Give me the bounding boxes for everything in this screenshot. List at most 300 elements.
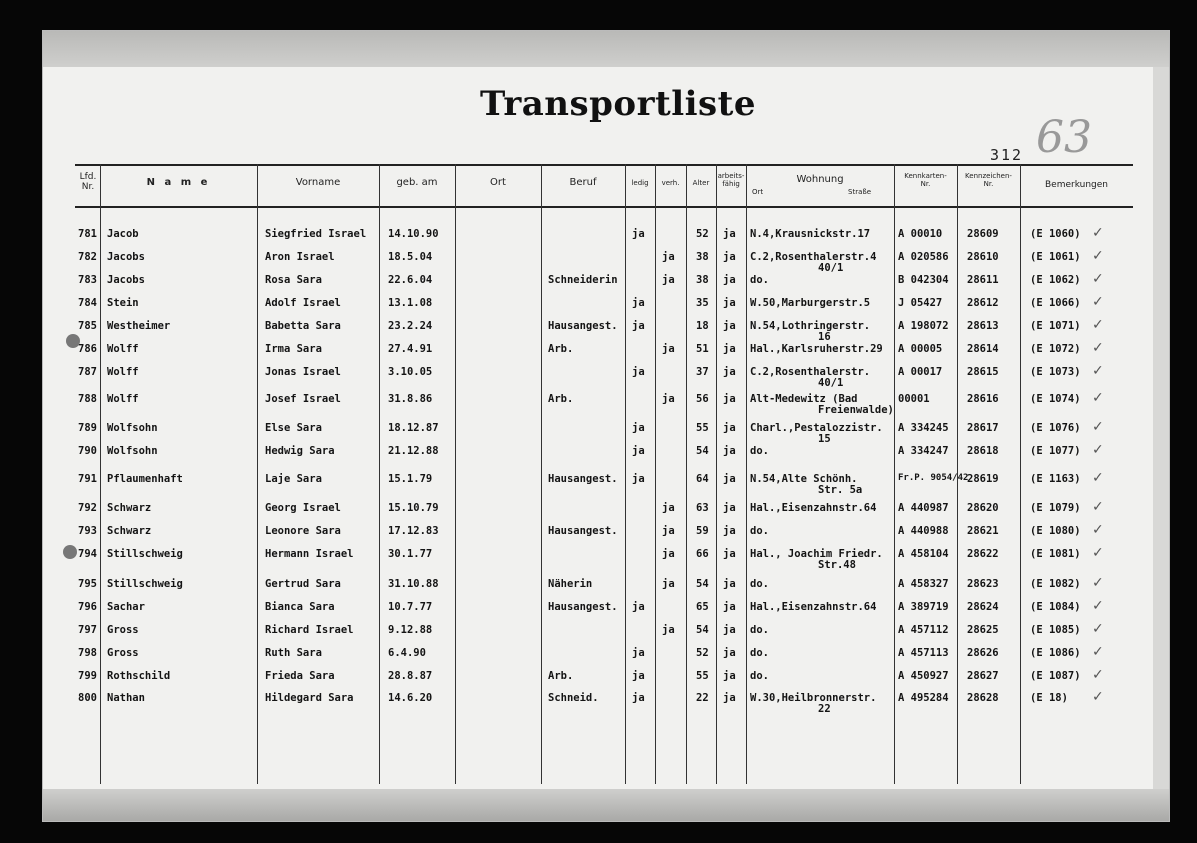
cell-vorname: Adolf Israel [265,297,341,309]
cell-wohnung: C.2,Rosenthalerstr. [750,366,871,378]
cell-name: Pflaumenhaft [107,473,183,485]
cell-bem: (E 1081) [1030,548,1081,560]
cell-vorname: Irma Sara [265,343,322,355]
header-arbeitsfaehig [716,172,746,188]
cell-geb: 21.12.88 [388,445,439,457]
cell-name: Schwarz [107,502,152,514]
cell-verh: ja [662,251,675,263]
cell-bem: (E 1163) [1030,473,1081,485]
cell-wohnung: N.54,Alte Schönh. [750,473,858,485]
cell-arb: ja [723,692,736,704]
cell-nr: 793 [78,525,97,537]
cell-verh: ja [662,578,675,590]
cell-arb: ja [723,647,736,659]
header-ort: Ort [490,177,506,188]
cell-kennzeichen: 28610 [967,251,999,263]
checkmark-icon: ✓ [1092,390,1104,406]
cell-beruf: Hausangest. [548,320,618,332]
cell-wohnung-line2: 40/1 [818,262,844,274]
cell-arb: ja [723,366,736,378]
cell-vorname: Aron Israel [265,251,335,263]
header-lfd-nr [76,172,100,193]
cell-nr: 787 [78,366,97,378]
cell-alter: 18 [696,320,709,332]
cell-wohnung: Hal.,Karlsruherstr.29 [750,343,883,355]
header-ledig: ledig [631,179,649,187]
cell-kennzeichen: 28617 [967,422,999,434]
cell-alter: 52 [696,647,709,659]
cell-bem: (E 1087) [1030,670,1081,682]
cell-alter: 63 [696,502,709,514]
cell-kennzeichen: 28626 [967,647,999,659]
col-divider [100,164,101,784]
header-geb-am: geb. am [396,177,438,188]
checkmark-icon: ✓ [1092,598,1104,614]
cell-ledig: ja [632,601,645,613]
cell-beruf: Näherin [548,578,593,590]
cell-ledig: ja [632,670,645,682]
cell-geb: 6.4.90 [388,647,426,659]
cell-kennkarte: J 05427 [898,297,943,309]
cell-ledig: ja [632,320,645,332]
cell-kennzeichen: 28623 [967,578,999,590]
cell-wohnung: do. [750,647,769,659]
col-divider [655,164,656,784]
cell-bem: (E 18) [1030,692,1068,704]
cell-beruf: Schneid. [548,692,599,704]
cell-nr: 792 [78,502,97,514]
header-arbeits-label: arbeits- [717,172,745,180]
cell-wohnung: do. [750,670,769,682]
cell-verh: ja [662,525,675,537]
cell-kennkarte: A 00017 [898,366,943,378]
header-kennzeichen-label: Kennzeichen- [965,172,1012,180]
cell-name: Westheimer [107,320,171,332]
cell-name: Jacobs [107,274,145,286]
col-divider [625,164,626,784]
cell-name: Wolfsohn [107,422,158,434]
cell-beruf: Hausangest. [548,473,618,485]
cell-alter: 38 [696,274,709,286]
header-kennkarten [894,172,957,188]
cell-kennzeichen: 28620 [967,502,999,514]
cell-name: Rothschild [107,670,171,682]
cell-vorname: Bianca Sara [265,601,335,613]
paper-top-edge [43,31,1169,67]
cell-kennzeichen: 28619 [967,473,999,485]
cell-kennkarte: A 457113 [898,647,949,659]
cell-ledig: ja [632,647,645,659]
cell-arb: ja [723,297,736,309]
cell-vorname: Hermann Israel [265,548,354,560]
cell-name: Wolff [107,393,139,405]
col-divider [455,164,456,784]
cell-geb: 10.7.77 [388,601,433,613]
checkmark-icon: ✓ [1092,225,1104,241]
cell-alter: 54 [696,578,709,590]
cell-alter: 22 [696,692,709,704]
checkmark-icon: ✓ [1092,522,1104,538]
cell-wohnung-line2: 16 [818,331,831,343]
header-kennzeichen-nr-label: Nr. [983,180,994,189]
checkmark-icon: ✓ [1092,442,1104,458]
col-divider [746,164,747,784]
cell-arb: ja [723,525,736,537]
cell-ledig: ja [632,692,645,704]
cell-alter: 64 [696,473,709,485]
cell-kennkarte: A 334247 [898,445,949,457]
checkmark-icon: ✓ [1092,317,1104,333]
cell-arb: ja [723,578,736,590]
table-top-rule [75,164,1133,166]
cell-kennzeichen: 28614 [967,343,999,355]
cell-wohnung: do. [750,274,769,286]
cell-beruf: Arb. [548,343,574,355]
cell-name: Schwarz [107,525,152,537]
header-faehig-label: fähig [722,180,740,189]
cell-vorname: Georg Israel [265,502,341,514]
cell-arb: ja [723,502,736,514]
cell-beruf: Arb. [548,393,574,405]
paper-bottom-edge [43,789,1169,821]
header-beruf: Beruf [569,177,597,188]
cell-geb: 9.12.88 [388,624,433,636]
cell-nr: 796 [78,601,97,613]
cell-arb: ja [723,445,736,457]
cell-kennkarte: A 440987 [898,502,949,514]
cell-beruf: Hausangest. [548,525,618,537]
cell-vorname: Hedwig Sara [265,445,335,457]
cell-alter: 54 [696,445,709,457]
cell-arb: ja [723,393,736,405]
cell-kennkarte: A 389719 [898,601,949,613]
cell-name: Jacobs [107,251,145,263]
cell-ledig: ja [632,366,645,378]
cell-kennzeichen: 28615 [967,366,999,378]
cell-bem: (E 1072) [1030,343,1081,355]
cell-vorname: Hildegard Sara [265,692,354,704]
cell-nr: 784 [78,297,97,309]
cell-kennzeichen: 28625 [967,624,999,636]
cell-ledig: ja [632,445,645,457]
cell-arb: ja [723,274,736,286]
cell-bem: (E 1061) [1030,251,1081,263]
cell-kennkarte: B 042304 [898,274,949,286]
cell-kennzeichen: 28613 [967,320,999,332]
cell-geb: 14.6.20 [388,692,433,704]
col-divider [716,164,717,784]
cell-geb: 15.1.79 [388,473,433,485]
header-lfd-label: Lfd. [79,172,97,182]
cell-arb: ja [723,228,736,240]
cell-arb: ja [723,670,736,682]
cell-vorname: Richard Israel [265,624,354,636]
cell-kennkarte: A 020586 [898,251,949,263]
cell-geb: 28.8.87 [388,670,433,682]
cell-bem: (E 1060) [1030,228,1081,240]
cell-wohnung: Hal., Joachim Friedr. [750,548,883,560]
cell-kennkarte: A 457112 [898,624,949,636]
header-alter: Alter [692,179,710,187]
cell-vorname: Jonas Israel [265,366,341,378]
cell-nr: 786 [78,343,97,355]
cell-beruf: Hausangest. [548,601,618,613]
cell-nr: 783 [78,274,97,286]
cell-alter: 59 [696,525,709,537]
checkmark-icon: ✓ [1092,644,1104,660]
checkmark-icon: ✓ [1092,419,1104,435]
cell-kennzeichen: 28621 [967,525,999,537]
cell-nr: 795 [78,578,97,590]
cell-alter: 54 [696,624,709,636]
cell-wohnung: N.4,Krausnickstr.17 [750,228,871,240]
cell-ledig: ja [632,422,645,434]
cell-verh: ja [662,274,675,286]
cell-bem: (E 1062) [1030,274,1081,286]
cell-beruf: Arb. [548,670,574,682]
col-divider [541,164,542,784]
checkmark-icon: ✓ [1092,271,1104,287]
checkmark-icon: ✓ [1092,621,1104,637]
cell-nr: 790 [78,445,97,457]
cell-wohnung-line2: 40/1 [818,377,844,389]
cell-kennzeichen: 28624 [967,601,999,613]
col-divider [379,164,380,784]
header-wohnung-ort: Ort [752,188,764,196]
checkmark-icon: ✓ [1092,294,1104,310]
cell-arb: ja [723,473,736,485]
cell-wohnung: do. [750,578,769,590]
cell-bem: (E 1084) [1030,601,1081,613]
cell-bem: (E 1080) [1030,525,1081,537]
cell-nr: 788 [78,393,97,405]
cell-kennkarte: A 450927 [898,670,949,682]
cell-geb: 30.1.77 [388,548,433,560]
cell-kennkarte: A 00010 [898,228,943,240]
cell-vorname: Rosa Sara [265,274,322,286]
cell-name: Stillschweig [107,548,183,560]
cell-vorname: Laje Sara [265,473,322,485]
cell-vorname: Josef Israel [265,393,341,405]
checkmark-icon: ✓ [1092,363,1104,379]
cell-nr: 791 [78,473,97,485]
cell-wohnung: Charl.,Pestalozzistr. [750,422,883,434]
cell-alter: 37 [696,366,709,378]
cell-wohnung-line2: Str.48 [818,559,856,571]
cell-alter: 35 [696,297,709,309]
cell-wohnung: W.50,Marburgerstr.5 [750,297,871,309]
header-verh: verh. [661,179,680,187]
cell-verh: ja [662,548,675,560]
cell-wohnung-line2: Freienwalde) [818,404,894,416]
cell-wohnung: do. [750,624,769,636]
cell-alter: 38 [696,251,709,263]
cell-arb: ja [723,343,736,355]
cell-nr: 782 [78,251,97,263]
cell-wohnung: do. [750,525,769,537]
cell-alter: 66 [696,548,709,560]
cell-geb: 31.10.88 [388,578,439,590]
col-divider [257,164,258,784]
cell-name: Stillschweig [107,578,183,590]
cell-kennkarte: A 00005 [898,343,943,355]
cell-bem: (E 1073) [1030,366,1081,378]
cell-nr: 800 [78,692,97,704]
col-divider [894,164,895,784]
cell-nr: 798 [78,647,97,659]
cell-nr: 799 [78,670,97,682]
header-name: N a m e [146,177,211,188]
cell-geb: 13.1.08 [388,297,433,309]
cell-name: Gross [107,647,139,659]
col-divider [1020,164,1021,784]
checkmark-icon: ✓ [1092,667,1104,683]
checkmark-icon: ✓ [1092,248,1104,264]
cell-kennzeichen: 28612 [967,297,999,309]
cell-name: Sachar [107,601,145,613]
page-number-handwritten: 63 [1036,112,1092,163]
cell-bem: (E 1086) [1030,647,1081,659]
cell-vorname: Frieda Sara [265,670,335,682]
checkmark-icon: ✓ [1092,575,1104,591]
cell-ledig: ja [632,228,645,240]
cell-geb: 27.4.91 [388,343,433,355]
cell-bem: (E 1077) [1030,445,1081,457]
cell-bem: (E 1085) [1030,624,1081,636]
cell-kennkarte: A 458104 [898,548,949,560]
cell-wohnung: W.30,Heilbronnerstr. [750,692,877,704]
cell-vorname: Else Sara [265,422,322,434]
cell-wohnung: N.54,Lothringerstr. [750,320,871,332]
cell-vorname: Siegfried Israel [265,228,367,240]
cell-name: Gross [107,624,139,636]
page-number-typed: 312 [990,146,1024,164]
cell-wohnung: Hal.,Eisenzahnstr.64 [750,502,877,514]
cell-kennzeichen: 28618 [967,445,999,457]
cell-geb: 31.8.86 [388,393,433,405]
cell-kennzeichen: 28628 [967,692,999,704]
cell-kennkarte: 00001 [898,393,930,405]
cell-verh: ja [662,502,675,514]
cell-ledig: ja [632,473,645,485]
header-bemerkungen: Bemerkungen [1044,180,1108,190]
cell-arb: ja [723,548,736,560]
checkmark-icon: ✓ [1092,499,1104,515]
cell-name: Wolfsohn [107,445,158,457]
cell-kennzeichen: 28609 [967,228,999,240]
cell-geb: 23.2.24 [388,320,433,332]
cell-arb: ja [723,422,736,434]
cell-name: Wolff [107,343,139,355]
cell-wohnung: Alt-Medewitz (Bad [750,393,858,405]
cell-kennkarte: Fr.P. 9054/42 [898,473,969,483]
header-bottom-rule [75,206,1133,208]
punch-hole [63,545,77,559]
cell-vorname: Babetta Sara [265,320,341,332]
cell-nr: 789 [78,422,97,434]
col-divider [686,164,687,784]
cell-verh: ja [662,393,675,405]
checkmark-icon: ✓ [1092,340,1104,356]
cell-geb: 3.10.05 [388,366,433,378]
cell-nr: 794 [78,548,97,560]
cell-name: Jacob [107,228,139,240]
cell-name: Nathan [107,692,145,704]
cell-wohnung: C.2,Rosenthalerstr.4 [750,251,877,263]
header-kennkarten-nr-label: Nr. [920,180,931,189]
cell-arb: ja [723,601,736,613]
cell-kennzeichen: 28627 [967,670,999,682]
cell-arb: ja [723,624,736,636]
checkmark-icon: ✓ [1092,689,1104,705]
cell-wohnung-line2: Str. 5a [818,484,863,496]
cell-name: Wolff [107,366,139,378]
cell-alter: 55 [696,422,709,434]
cell-name: Stein [107,297,139,309]
cell-alter: 51 [696,343,709,355]
cell-wohnung-line2: 22 [818,703,831,715]
cell-vorname: Leonore Sara [265,525,341,537]
cell-kennzeichen: 28622 [967,548,999,560]
cell-geb: 18.5.04 [388,251,433,263]
cell-bem: (E 1082) [1030,578,1081,590]
cell-bem: (E 1074) [1030,393,1081,405]
cell-ledig: ja [632,297,645,309]
cell-alter: 55 [696,670,709,682]
cell-kennkarte: A 495284 [898,692,949,704]
cell-wohnung-line2: 15 [818,433,831,445]
cell-geb: 15.10.79 [388,502,439,514]
page-title: Transportliste [480,84,757,124]
checkmark-icon: ✓ [1092,545,1104,561]
cell-kennkarte: A 440988 [898,525,949,537]
header-kennkarten-label: Kennkarten- [904,172,947,180]
cell-geb: 18.12.87 [388,422,439,434]
cell-alter: 56 [696,393,709,405]
cell-nr: 785 [78,320,97,332]
cell-geb: 17.12.83 [388,525,439,537]
cell-kennzeichen: 28611 [967,274,999,286]
cell-geb: 14.10.90 [388,228,439,240]
cell-bem: (E 1076) [1030,422,1081,434]
cell-vorname: Gertrud Sara [265,578,341,590]
cell-bem: (E 1071) [1030,320,1081,332]
cell-geb: 22.6.04 [388,274,433,286]
header-wohnung-strasse: Straße [848,188,872,196]
cell-wohnung: Hal.,Eisenzahnstr.64 [750,601,877,613]
cell-verh: ja [662,343,675,355]
header-vorname: Vorname [295,177,341,188]
cell-nr: 781 [78,228,97,240]
cell-bem: (E 1079) [1030,502,1081,514]
cell-wohnung: do. [750,445,769,457]
cell-kennkarte: A 458327 [898,578,949,590]
punch-hole [66,334,80,348]
cell-alter: 65 [696,601,709,613]
cell-bem: (E 1066) [1030,297,1081,309]
cell-kennkarte: A 198072 [898,320,949,332]
cell-alter: 52 [696,228,709,240]
cell-nr: 797 [78,624,97,636]
cell-verh: ja [662,624,675,636]
header-wohnung: Wohnung [796,174,844,185]
header-kennzeichen [957,172,1020,188]
header-nr-label: Nr. [81,182,95,193]
cell-arb: ja [723,320,736,332]
cell-kennkarte: A 334245 [898,422,949,434]
cell-vorname: Ruth Sara [265,647,322,659]
checkmark-icon: ✓ [1092,470,1104,486]
